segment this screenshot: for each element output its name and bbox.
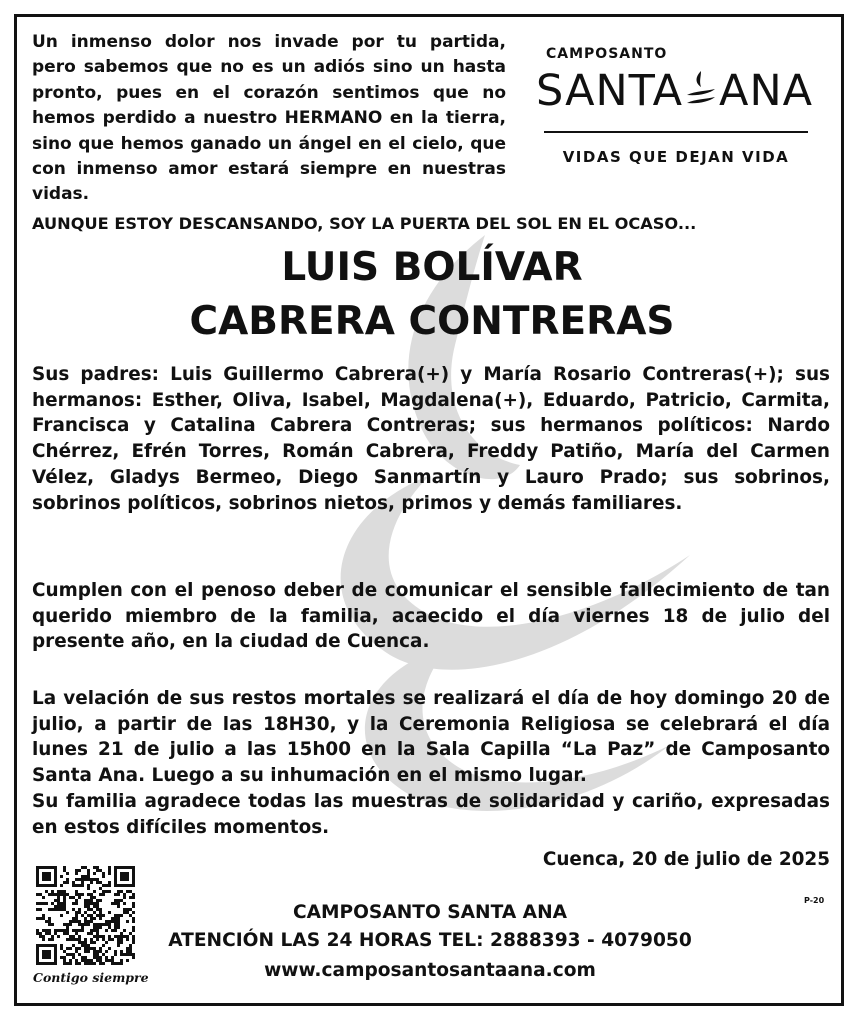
announcement-paragraph: Cumplen con el penoso deber de comunicar el sensible fallecimiento de tan querido miembro de la familia, acaecido el día viernes 18 de julio del presente año, en la ciudad de Cuenca. (32, 580, 830, 653)
intro-message: Un inmenso dolor nos invade por tu partida, pero sabemos que no es un adiós sino un hasta pronto, pues en el corazón sentimos que no hemos perdido a nuestro HERMANO en la tierra, sino que hemos ganado un ángel en el cielo, que con inmenso amor estará siempre en nuestras vidas. (32, 32, 506, 205)
motto-line: AUNQUE ESTOY DESCANSANDO, SOY LA PUERTA DEL SOL EN EL OCASO... (32, 214, 697, 233)
logo-tagline: VIDAS QUE DEJAN VIDA (562, 148, 790, 166)
qr-caption: Contigo siempre (33, 970, 149, 985)
logo-wordmark (536, 66, 816, 116)
contact-name: CAMPOSANTO SANTA ANA (292, 902, 568, 923)
deceased-name-line2: CABRERA CONTRERAS (189, 299, 675, 344)
logo-top-text: CAMPOSANTO (546, 46, 668, 62)
thanks-text: Su familia agradece todas las muestras de solidaridad y cariño, expresadas en estos difíciles momentos. (32, 790, 830, 838)
place-date: Cuenca, 20 de julio de 2025 (542, 849, 830, 870)
page-code: P-20 (804, 896, 825, 905)
logo-word-right: ANA (719, 66, 814, 116)
family-paragraph: Sus padres: Luis Guillermo Cabrera(+) y María Rosario Contreras(+); sus hermanos: Esther, Oliva, Isabel, Magdalena(+), Eduardo, Patricio, Carmita, Francisca y Catalina Cabrera Contreras; sus hermanos políticos: Nardo Chérrez, Efrén Torres, Román Cabrera, Freddy Patiño, María del Carmen Vélez, Gladys Bermeo, Diego Sanmartín y Lauro Prado; sus sobrinos, sobrinos políticos, sobrinos nietos, primos y demás familiares. (32, 364, 830, 514)
logo-divider (544, 131, 808, 133)
contact-website[interactable]: www.camposantosantaana.com (264, 960, 596, 981)
contact-phones: ATENCIÓN LAS 24 HORAS TEL: 2888393 - 4079050 (168, 930, 692, 951)
deceased-name-line1: LUIS BOLÍVAR (281, 245, 583, 290)
services-paragraph (32, 686, 830, 840)
services-text: La velación de sus restos mortales se realizará el día de hoy domingo 20 de julio, a partir de las 18H30, y la Ceremonia Religiosa se celebrará el día lunes 21 de julio a las 15h00 en la Sala Capilla “La Paz” de Camposanto Santa Ana. Luego a su inhumación en el mismo lugar. (32, 688, 830, 787)
flame-icon (685, 69, 717, 111)
camposanto-logo (536, 46, 816, 170)
logo-word-left: SANTA (536, 66, 684, 116)
qr-code-icon[interactable] (36, 866, 135, 965)
